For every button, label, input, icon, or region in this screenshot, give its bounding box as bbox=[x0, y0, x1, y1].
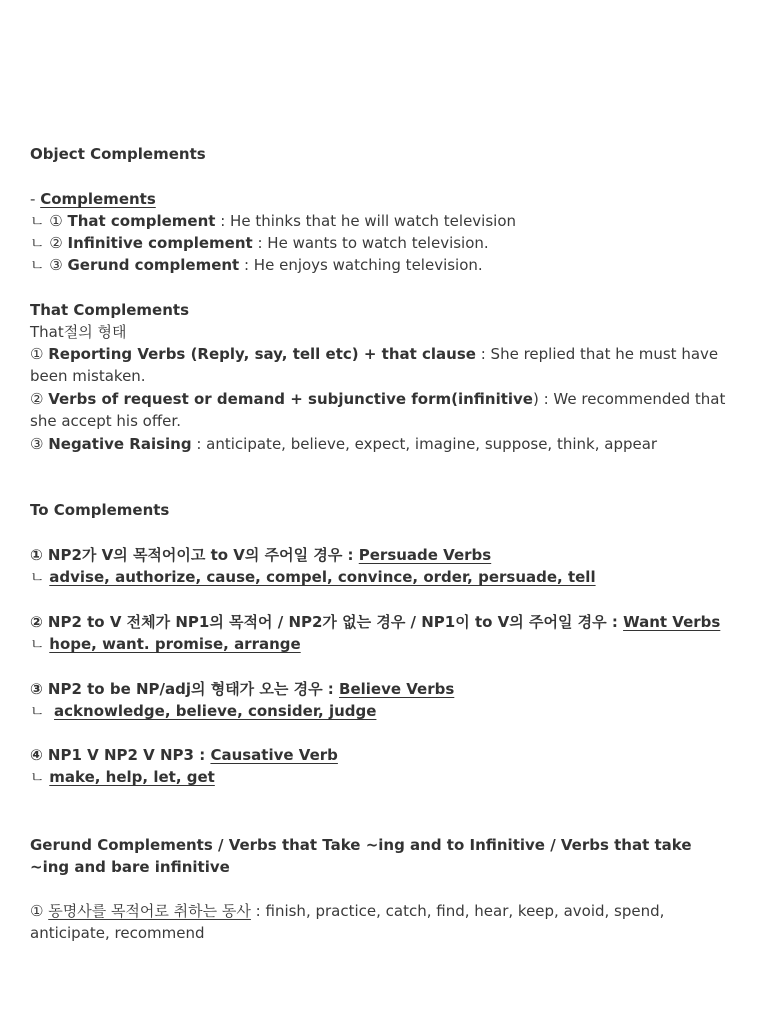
that-item: ② Verbs of request or demand + subjunctive form(infinitive) : We recommended that she accept his offer. bbox=[30, 390, 726, 430]
to-item-verbs: ㄴ make, help, let, get bbox=[30, 768, 215, 786]
complements-heading: - Complements bbox=[30, 190, 156, 208]
to-item: ② NP2 to V 전체가 NP1의 목적어 / NP2가 없는 경우 / NP1이 to V의 주어일 경우 : Want Verbs bbox=[30, 613, 721, 631]
that-complements-heading: That Complements bbox=[30, 301, 190, 319]
to-item-verbs: ㄴ advise, authorize, cause, compel, convince, order, persuade, tell bbox=[30, 568, 596, 586]
complement-item: ㄴ ② Infinitive complement : He wants to watch television. bbox=[30, 234, 489, 252]
complement-item: ㄴ ① That complement : He thinks that he will watch television bbox=[30, 212, 517, 230]
that-complements-subheading: That절의 형태 bbox=[30, 323, 127, 341]
that-item: ③ Negative Raising : anticipate, believe, expect, imagine, suppose, think, appear bbox=[30, 435, 658, 453]
verb-class-link: Believe Verbs bbox=[339, 680, 455, 698]
to-item-verbs: ㄴ acknowledge, believe, consider, judge bbox=[30, 702, 377, 720]
to-complements-heading: To Complements bbox=[30, 501, 170, 519]
verb-class-link: Causative Verb bbox=[210, 746, 338, 764]
to-item: ③ NP2 to be NP/adj의 형태가 오는 경우 : Believe Verbs bbox=[30, 680, 455, 698]
complements-link: Complements bbox=[40, 190, 156, 208]
to-item: ① NP2가 V의 목적어이고 to V의 주어일 경우 : Persuade Verbs bbox=[30, 546, 492, 564]
to-item: ④ NP1 V NP2 V NP3 : Causative Verb bbox=[30, 746, 338, 764]
complement-item: ㄴ ③ Gerund complement : He enjoys watching television. bbox=[30, 256, 483, 274]
gerund-complements-heading: Gerund Complements / Verbs that Take ~ing and to Infinitive / Verbs that take ~ing and bare infinitive bbox=[30, 836, 692, 876]
that-item: ① Reporting Verbs (Reply, say, tell etc) + that clause : She replied that he must have been mistaken. bbox=[30, 345, 719, 385]
page-title: Object Complements bbox=[30, 145, 206, 163]
to-item-verbs: ㄴ hope, want. promise, arrange bbox=[30, 635, 301, 653]
verb-class-link: Want Verbs bbox=[623, 613, 721, 631]
gerund-item: ① 동명사를 목적어로 취하는 동사 : finish, practice, catch, find, hear, keep, avoid, spend, anticipate, recommend bbox=[30, 902, 665, 942]
verb-class-link: Persuade Verbs bbox=[358, 546, 492, 564]
